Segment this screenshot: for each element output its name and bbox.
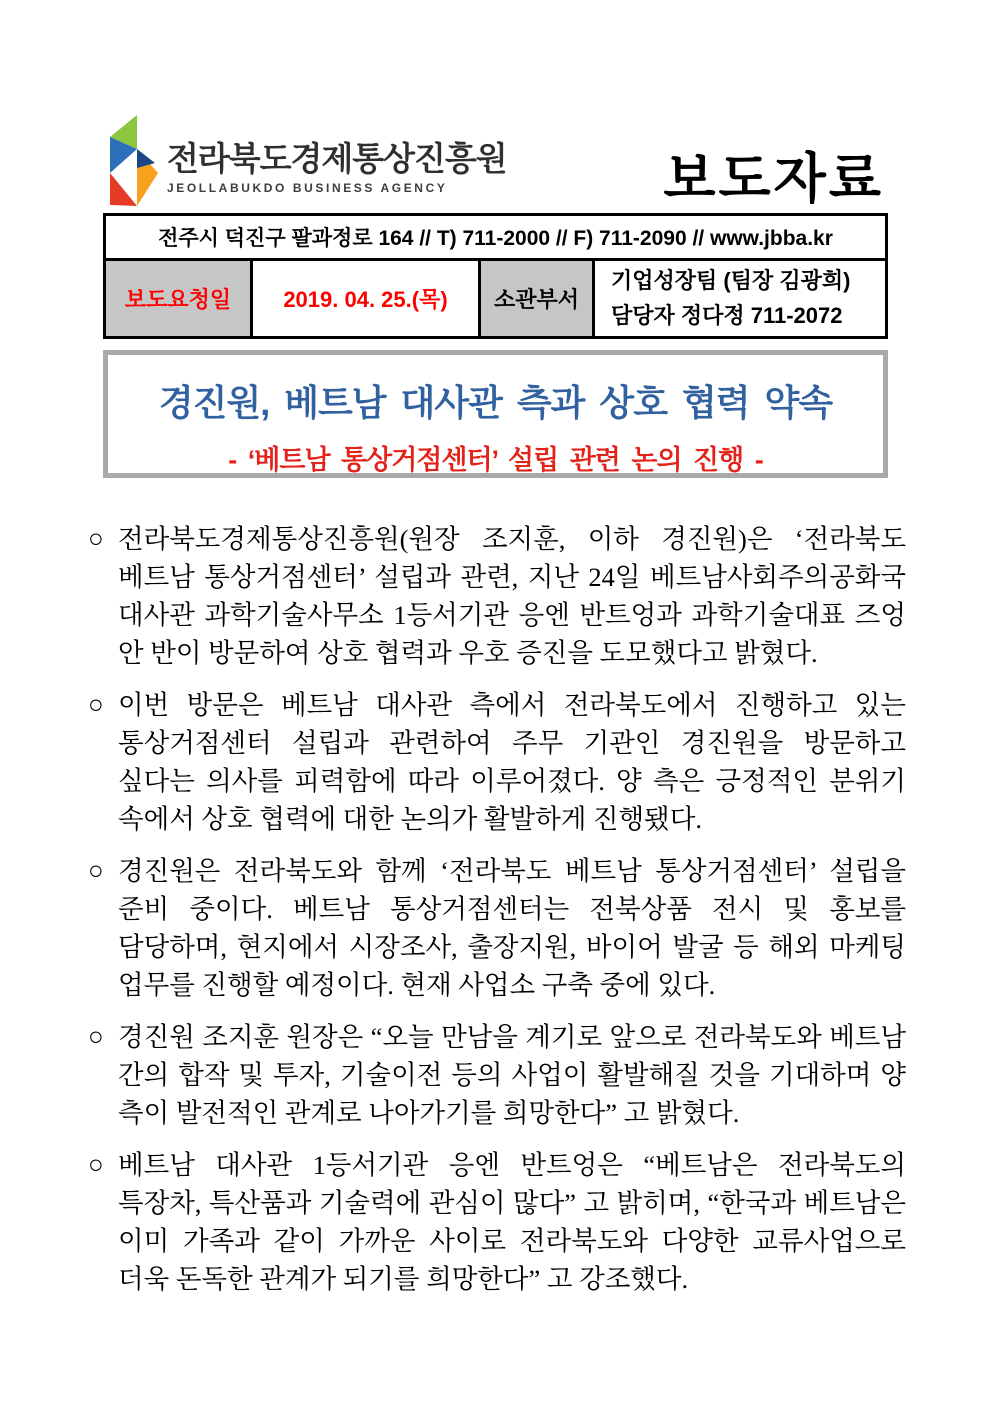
request-date-value: 2019. 04. 25.(목) <box>252 260 480 338</box>
agency-name-korean: 전라북도경제통상진흥원 <box>167 140 507 177</box>
paragraph <box>88 1018 906 1132</box>
paragraph-text: 경진원은 전라북도와 함께 ‘전라북도 베트남 통상거점센터’ 설립을 준비 중이다. 베트남 통상거점센터는 전북상품 전시 및 홍보를 담당하며, 현지에서 시장조사, 출장지원, 바이어 발굴 등 해외 마케팅 업무를 진행할 예정이다. 현재 사업소 구축 중에 있다. <box>118 856 906 1000</box>
department-team: 기업성장팀 (팀장 김광희) <box>611 268 851 294</box>
agency-logo-mark-icon <box>103 113 161 211</box>
paragraph-text: 베트남 대사관 1등서기관 응엔 반트엉은 “베트남은 전라북도의 특장차, 특산품과 기술력에 관심이 많다” 고 밝히며, “한국과 베트남은 이미 가족과 같이 가까운 사이로 전라북도와 다양한 교류사업으로 더욱 돈독한 관계가 되기를 희망한다” 고 강조했다. <box>118 1150 906 1294</box>
request-date-label: 보도요청일 <box>105 260 252 338</box>
bullet-circle: ○ <box>88 1022 104 1051</box>
agency-address-bar: 전주시 덕진구 팔과정로 164 // T) 711-2000 // F) 711-2090 // www.jbba.kr <box>103 213 888 258</box>
document-type-title: 보도자료 <box>663 149 884 209</box>
agency-name-english: JEOLLABUKDO BUSINESS AGENCY <box>167 181 448 196</box>
paragraph-text: 경진원 조지훈 원장은 “오늘 만남을 계기로 앞으로 전라북도와 베트남 간의 합작 및 투자, 기술이전 등의 사업이 활발해질 것을 기대하며 양 측이 발전적인 관계로 나아가기를 희망한다” 고 밝혔다. <box>118 1022 906 1128</box>
headline-box <box>103 350 888 478</box>
table-row <box>105 260 887 338</box>
department-label: 소관부서 <box>480 260 594 338</box>
press-info-table <box>103 258 888 339</box>
bullet-circle: ○ <box>88 690 104 719</box>
headline-title: 경진원, 베트남 대사관 측과 상호 협력 약속 <box>158 382 833 423</box>
paragraph <box>88 686 906 838</box>
bullet-circle: ○ <box>88 524 104 553</box>
agency-logo-text <box>167 141 507 195</box>
headline-subtitle: - ‘베트남 통상거점센터’ 설립 관련 논의 진행 - <box>228 445 763 475</box>
paragraph-text: 전라북도경제통상진흥원(원장 조지훈, 이하 경진원)은 ‘전라북도 베트남 통상거점센터’ 설립과 관련, 지난 24일 베트남사회주의공화국 대사관 과학기술사무소 1등서기관 응엔 반트엉과 과학기술대표 즈엉 안 반이 방문하여 상호 협력과 우호 증진을 도모했다고 밝혔다. <box>118 524 906 668</box>
agency-logo <box>103 113 507 211</box>
paragraph <box>88 520 906 672</box>
paragraph <box>88 852 906 1004</box>
department-contact: 담당자 정다정 711-2072 <box>611 302 843 328</box>
department-value <box>594 260 887 338</box>
paragraph-text: 이번 방문은 베트남 대사관 측에서 전라북도에서 진행하고 있는 통상거점센터 설립과 관련하여 주무 기관인 경진원을 방문하고 싶다는 의사를 피력함에 따라 이루어졌다. 양 측은 긍정적인 분위기 속에서 상호 협력에 대한 논의가 활발하게 진행됐다. <box>118 690 906 834</box>
bullet-circle: ○ <box>88 856 104 885</box>
bullet-circle: ○ <box>88 1150 104 1179</box>
body-content <box>88 520 906 1312</box>
paragraph <box>88 1146 906 1298</box>
